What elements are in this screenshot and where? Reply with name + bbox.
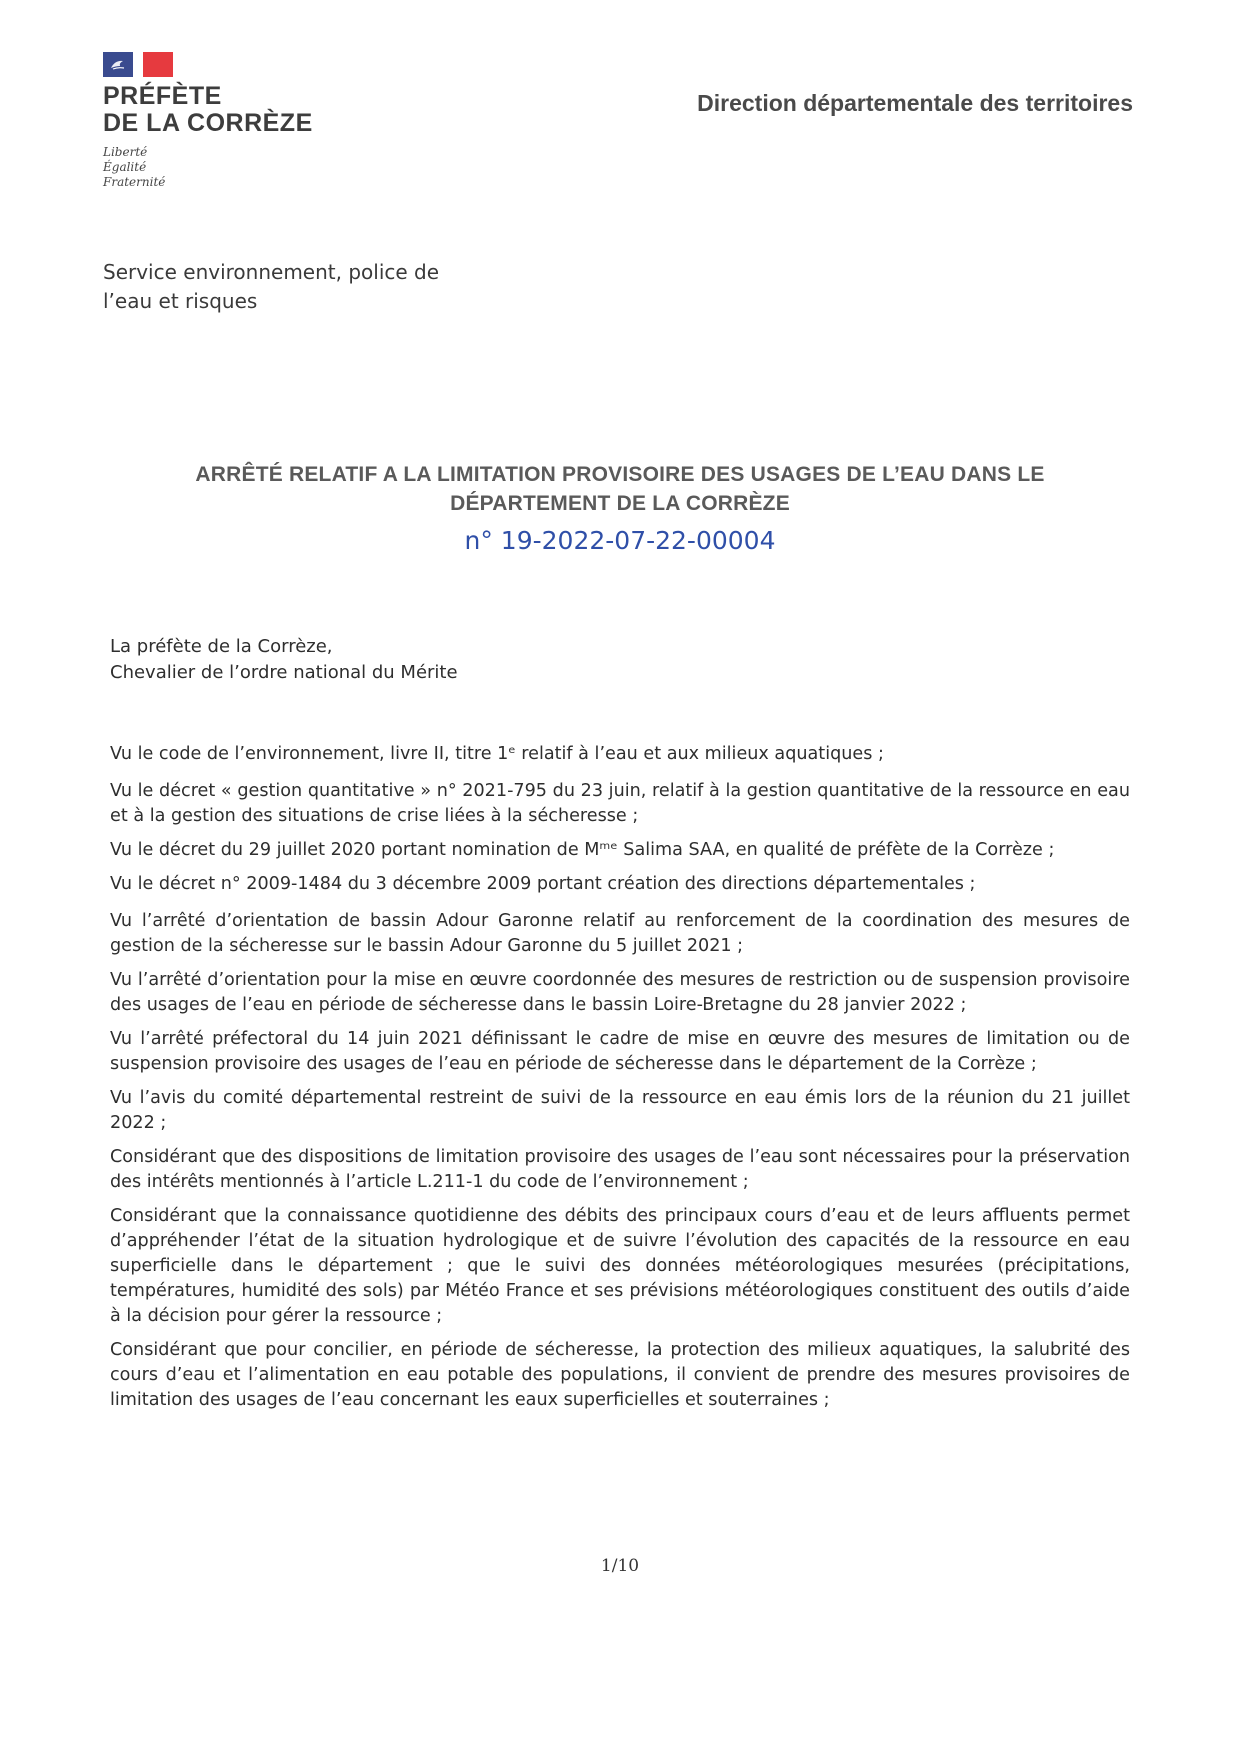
arrete-number: n° 19-2022-07-22-00004 xyxy=(464,526,776,555)
service-name xyxy=(103,258,503,316)
paragraph-considerant: Considérant que des dispositions de limitation provisoire des usages de l’eau sont nécessaires pour la préservation des intérêts mentionnés à l’article L.211-1 du code de l’environnement ; xyxy=(110,1147,1130,1192)
prefecture-name-line1: PRÉFÈTE xyxy=(103,82,222,110)
paragraph-visa: Vu le décret n° 2009-1484 du 3 décembre 2009 portant création des directions départementales ; xyxy=(110,874,976,894)
marianne-flag-icon xyxy=(103,52,173,77)
signatory-line1: La préfète de la Corrèze, xyxy=(110,636,333,657)
republic-motto xyxy=(103,145,403,190)
prefecture-name xyxy=(103,83,403,137)
motto-liberte: Liberté xyxy=(103,145,148,159)
direction-heading: Direction départementale des territoires xyxy=(697,90,1133,116)
document-body xyxy=(110,742,1130,1422)
paragraph-visa: Vu le décret du 29 juillet 2020 portant nomination de Mᵐᵉ Salima SAA, en qualité de préfète de la Corrèze ; xyxy=(110,840,1055,860)
paragraph-considerant: Considérant que pour concilier, en période de sécheresse, la protection des milieux aquatiques, la salubrité des cours d’eau et l’alimentation en eau potable des populations, il convient de prendre des mesures provisoires de limitation des usages de l’eau concernant les eaux superficielles et souterraines ; xyxy=(110,1340,1130,1410)
paragraph-visa: Vu le décret « gestion quantitative » n° 2021-795 du 23 juin, relatif à la gestion quantitative de la ressource en eau et à la gestion des situations de crise liées à la sécheresse ; xyxy=(110,781,1130,826)
paragraph-visa: Vu le code de l’environnement, livre II, titre 1ᵉ relatif à l’eau et aux milieux aquatiques ; xyxy=(110,744,884,764)
title-line2: DÉPARTEMENT DE LA CORRÈZE xyxy=(450,492,790,515)
motto-egalite: Égalité xyxy=(103,160,147,174)
motto-fraternite: Fraternité xyxy=(103,175,166,189)
service-line2: l’eau et risques xyxy=(103,289,258,313)
paragraph-considerant: Considérant que la connaissance quotidienne des débits des principaux cours d’eau et de leurs affluents permet d’appréhender l’état de la situation hydrologique et de suivre l’évolution des capacités de la ressource en eau superficielle dans le département ; que le suivi des données météorologiques mesurées (précipitations, températures, humidité des sols) par Météo France et ses prévisions météorologiques constituent des outils d’aide à la décision pour gérer la ressource ; xyxy=(110,1206,1130,1326)
title-line1: ARRÊTÉ RELATIF A LA LIMITATION PROVISOIRE DES USAGES DE L’EAU DANS LE xyxy=(195,463,1045,486)
service-line1: Service environnement, police de xyxy=(103,260,440,284)
paragraph-visa: Vu l’arrêté préfectoral du 14 juin 2021 définissant le cadre de mise en œuvre des mesures de limitation ou de suspension provisoire des usages de l’eau en période de sécheresse dans le département de la Corrèze ; xyxy=(110,1029,1130,1074)
prefecture-logo xyxy=(103,52,403,190)
paragraph-visa: Vu l’arrêté d’orientation pour la mise en œuvre coordonnée des mesures de restriction ou de suspension provisoire des usages de l’eau en période de sécheresse dans le bassin Loire-Bretagne du 28 janvier 2022 ; xyxy=(110,970,1130,1015)
paragraph-visa: Vu l’avis du comité départemental restreint de suivi de la ressource en eau émis lors de la réunion du 21 juillet 2022 ; xyxy=(110,1088,1130,1133)
signatory-line2: Chevalier de l’ordre national du Mérite xyxy=(110,662,458,683)
signatory xyxy=(110,634,810,686)
paragraph-visa: Vu l’arrêté d’orientation de bassin Adour Garonne relatif au renforcement de la coordination des mesures de gestion de la sécheresse sur le bassin Adour Garonne du 5 juillet 2021 ; xyxy=(110,911,1130,956)
document-title xyxy=(110,460,1130,518)
prefecture-name-line2: DE LA CORRÈZE xyxy=(103,109,313,137)
page-number: 1/10 xyxy=(600,1556,640,1576)
